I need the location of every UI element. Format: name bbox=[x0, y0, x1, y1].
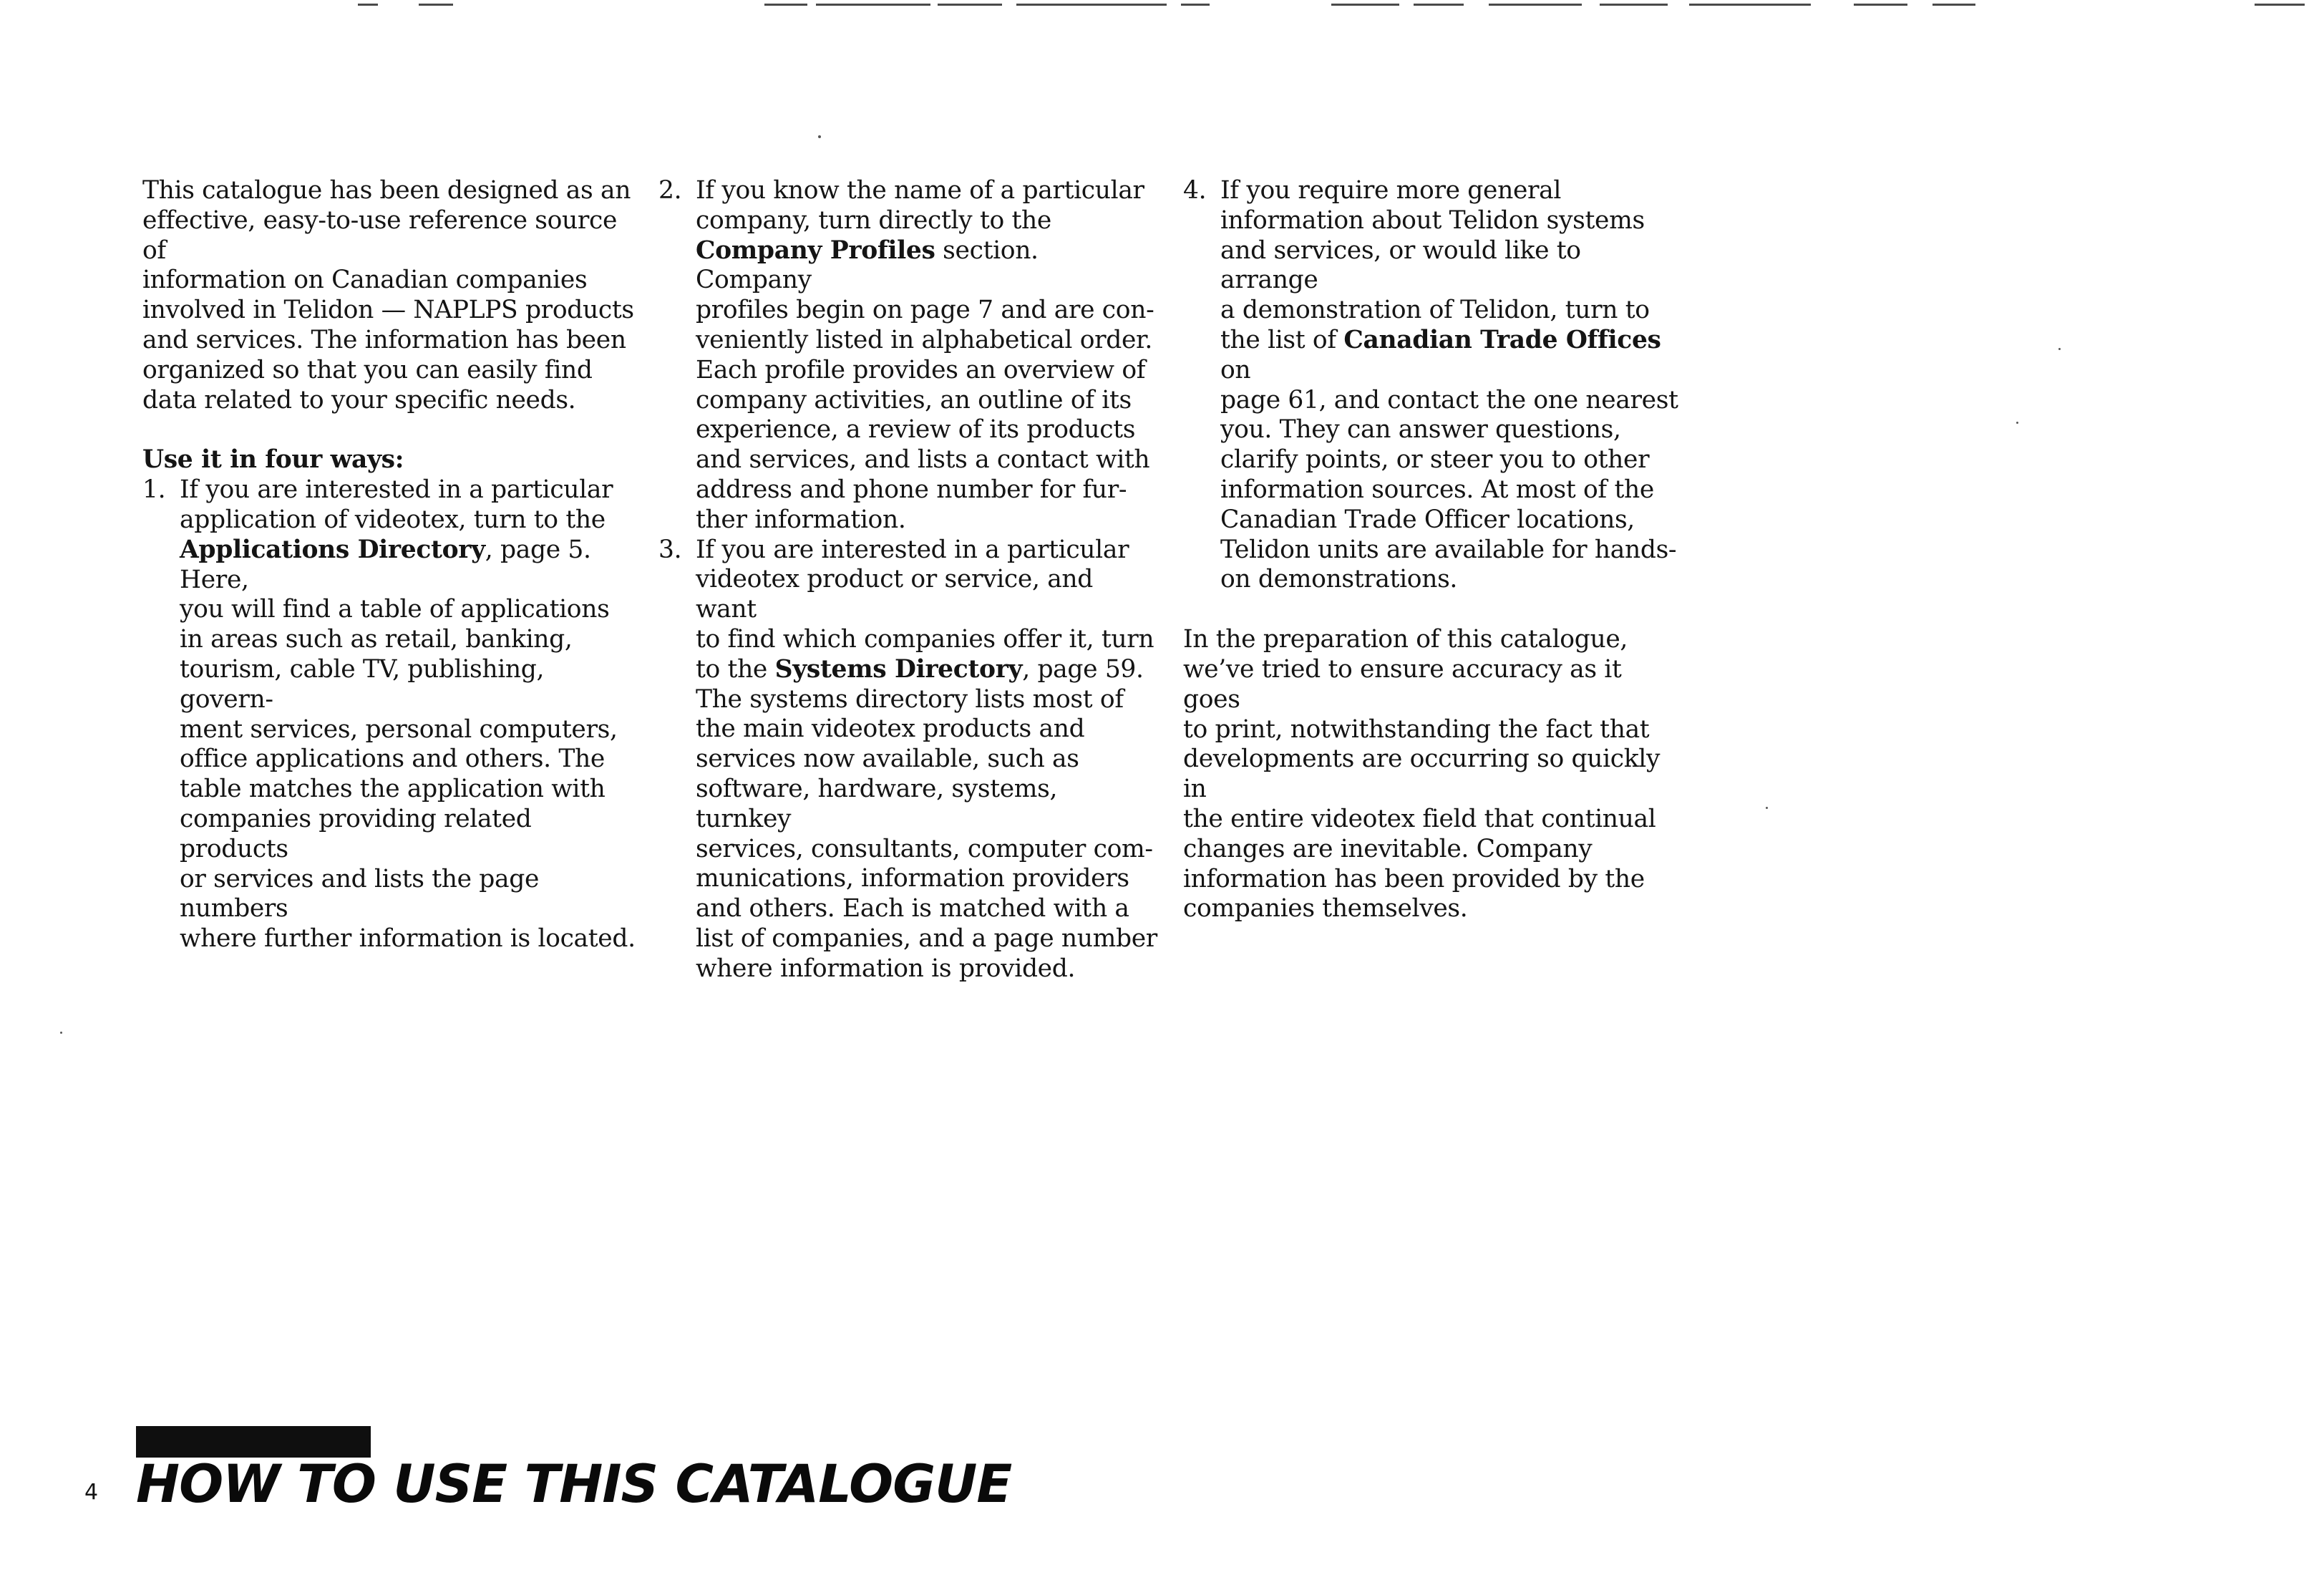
text-line: companies providing related products bbox=[180, 804, 532, 863]
way-item-3 bbox=[658, 535, 1159, 984]
text-line: and others. Each is matched with a bbox=[696, 894, 1129, 924]
way-item-4 bbox=[1183, 176, 1684, 595]
text-line: and services. The information has been bbox=[142, 325, 626, 354]
text-line: data related to your specific needs. bbox=[142, 385, 576, 415]
text-line: videotex product or service, and want bbox=[696, 565, 1094, 624]
text-line: section. Company bbox=[696, 236, 1039, 295]
text-line: , page 59. bbox=[1022, 654, 1144, 684]
text-line: to print, notwithstanding the fact that bbox=[1183, 714, 1650, 744]
text-line: Each profile provides an overview of bbox=[696, 355, 1146, 384]
text-line: page 61, and contact the one nearest bbox=[1220, 385, 1678, 415]
text-line: This catalogue has been designed as an bbox=[142, 176, 631, 205]
text-line: the entire videotex field that continual bbox=[1183, 804, 1656, 833]
text-line: services now available, such as bbox=[696, 745, 1079, 774]
text-line: company activities, an outline of its bbox=[696, 385, 1132, 415]
applications-directory-ref: Applications Directory bbox=[180, 535, 485, 564]
way-item-1 bbox=[142, 475, 643, 954]
text-line: In the preparation of this catalogue, bbox=[1183, 625, 1628, 654]
text-line: ment services, personal computers, bbox=[180, 714, 618, 744]
scan-artifact-top-edge bbox=[0, 0, 2324, 10]
text-line: application of videotex, turn to the bbox=[180, 505, 606, 534]
column-2 bbox=[658, 176, 1159, 984]
text-line: in areas such as retail, banking, bbox=[180, 625, 573, 654]
text-line: the list of bbox=[1220, 325, 1344, 354]
intro-paragraph bbox=[142, 176, 643, 415]
text-line: munications, information providers bbox=[696, 864, 1129, 893]
text-line: or services and lists the page numbers bbox=[180, 864, 540, 924]
text-line: information sources. At most of the bbox=[1220, 475, 1654, 504]
text-line: changes are inevitable. Company bbox=[1183, 834, 1593, 863]
text-line: where further information is located. bbox=[180, 924, 636, 954]
text-line: a demonstration of Telidon, turn to bbox=[1220, 296, 1650, 325]
text-line: veniently listed in alphabetical order. bbox=[696, 325, 1153, 354]
text-line: to find which companies offer it, turn bbox=[696, 624, 1154, 654]
text-line: you. They can answer questions, bbox=[1220, 415, 1621, 445]
text-line: clarify points, or steer you to other bbox=[1220, 445, 1650, 475]
text-line: office applications and others. The bbox=[180, 745, 605, 774]
text-line: table matches the application with bbox=[180, 775, 606, 804]
text-line: Canadian Trade Officer locations, bbox=[1220, 505, 1635, 534]
item-number: 3. bbox=[658, 535, 682, 564]
text-line: , page 5. Here, bbox=[180, 535, 591, 594]
text-line: The systems directory lists most of bbox=[696, 684, 1124, 714]
text-line: If you know the name of a particular bbox=[696, 176, 1144, 205]
text-line: tourism, cable TV, publishing, govern- bbox=[180, 654, 545, 714]
text-line: on demonstrations. bbox=[1220, 565, 1458, 594]
way-item-2 bbox=[658, 176, 1159, 535]
page-number: 4 bbox=[84, 1480, 99, 1505]
text-line: the main videotex products and bbox=[696, 714, 1085, 744]
text-line: to the bbox=[696, 654, 775, 684]
text-line: If you are interested in a particular bbox=[180, 475, 613, 505]
text-line: services, consultants, computer com- bbox=[696, 834, 1153, 863]
text-line: Telidon units are available for hands- bbox=[1220, 535, 1677, 564]
text-line: where information is provided. bbox=[696, 954, 1076, 983]
text-line: effective, easy-to-use reference source of bbox=[142, 205, 618, 265]
text-line: organized so that you can easily find bbox=[142, 355, 593, 384]
section-title-bar bbox=[136, 1426, 371, 1458]
text-line: and services, and lists a contact with bbox=[696, 445, 1150, 475]
systems-directory-ref: Systems Directory bbox=[774, 654, 1023, 684]
text-line: and services, or would like to arrange bbox=[1220, 236, 1581, 295]
text-line: you will find a table of applications bbox=[180, 595, 610, 624]
text-line: address and phone number for fur- bbox=[696, 475, 1127, 504]
text-line: information on Canadian companies bbox=[142, 266, 588, 295]
item-number: 4. bbox=[1183, 176, 1207, 205]
section-title: HOW TO USE THIS CATALOGUE bbox=[136, 1454, 1012, 1515]
ways-heading: Use it in four ways: bbox=[142, 445, 404, 475]
text-line: we’ve tried to ensure accuracy as it goes bbox=[1183, 654, 1622, 714]
text-line: information about Telidon systems bbox=[1220, 205, 1645, 235]
text-line: companies themselves. bbox=[1183, 894, 1468, 924]
text-line: If you are interested in a particular bbox=[696, 535, 1129, 564]
text-line: developments are occurring so quickly in bbox=[1183, 745, 1661, 804]
text-line: list of companies, and a page number bbox=[696, 924, 1157, 953]
company-profiles-ref: Company Profiles bbox=[696, 236, 935, 265]
closing-paragraph bbox=[1183, 625, 1684, 924]
text-line: experience, a review of its products bbox=[696, 415, 1136, 445]
canadian-trade-offices-ref: Canadian Trade Offices bbox=[1343, 325, 1661, 354]
text-line: company, turn directly to the bbox=[696, 205, 1051, 235]
column-1 bbox=[142, 176, 643, 954]
text-line: ther information. bbox=[696, 505, 906, 534]
text-line: profiles begin on page 7 and are con- bbox=[696, 296, 1154, 325]
column-3 bbox=[1183, 176, 1684, 924]
text-line: If you require more general bbox=[1220, 176, 1562, 205]
item-number: 2. bbox=[658, 176, 682, 205]
item-number: 1. bbox=[142, 475, 166, 505]
text-line: involved in Telidon — NAPLPS products bbox=[142, 296, 634, 325]
text-line: information has been provided by the bbox=[1183, 864, 1645, 893]
text-line: software, hardware, systems, turnkey bbox=[696, 774, 1058, 833]
text-line: on bbox=[1220, 355, 1251, 384]
